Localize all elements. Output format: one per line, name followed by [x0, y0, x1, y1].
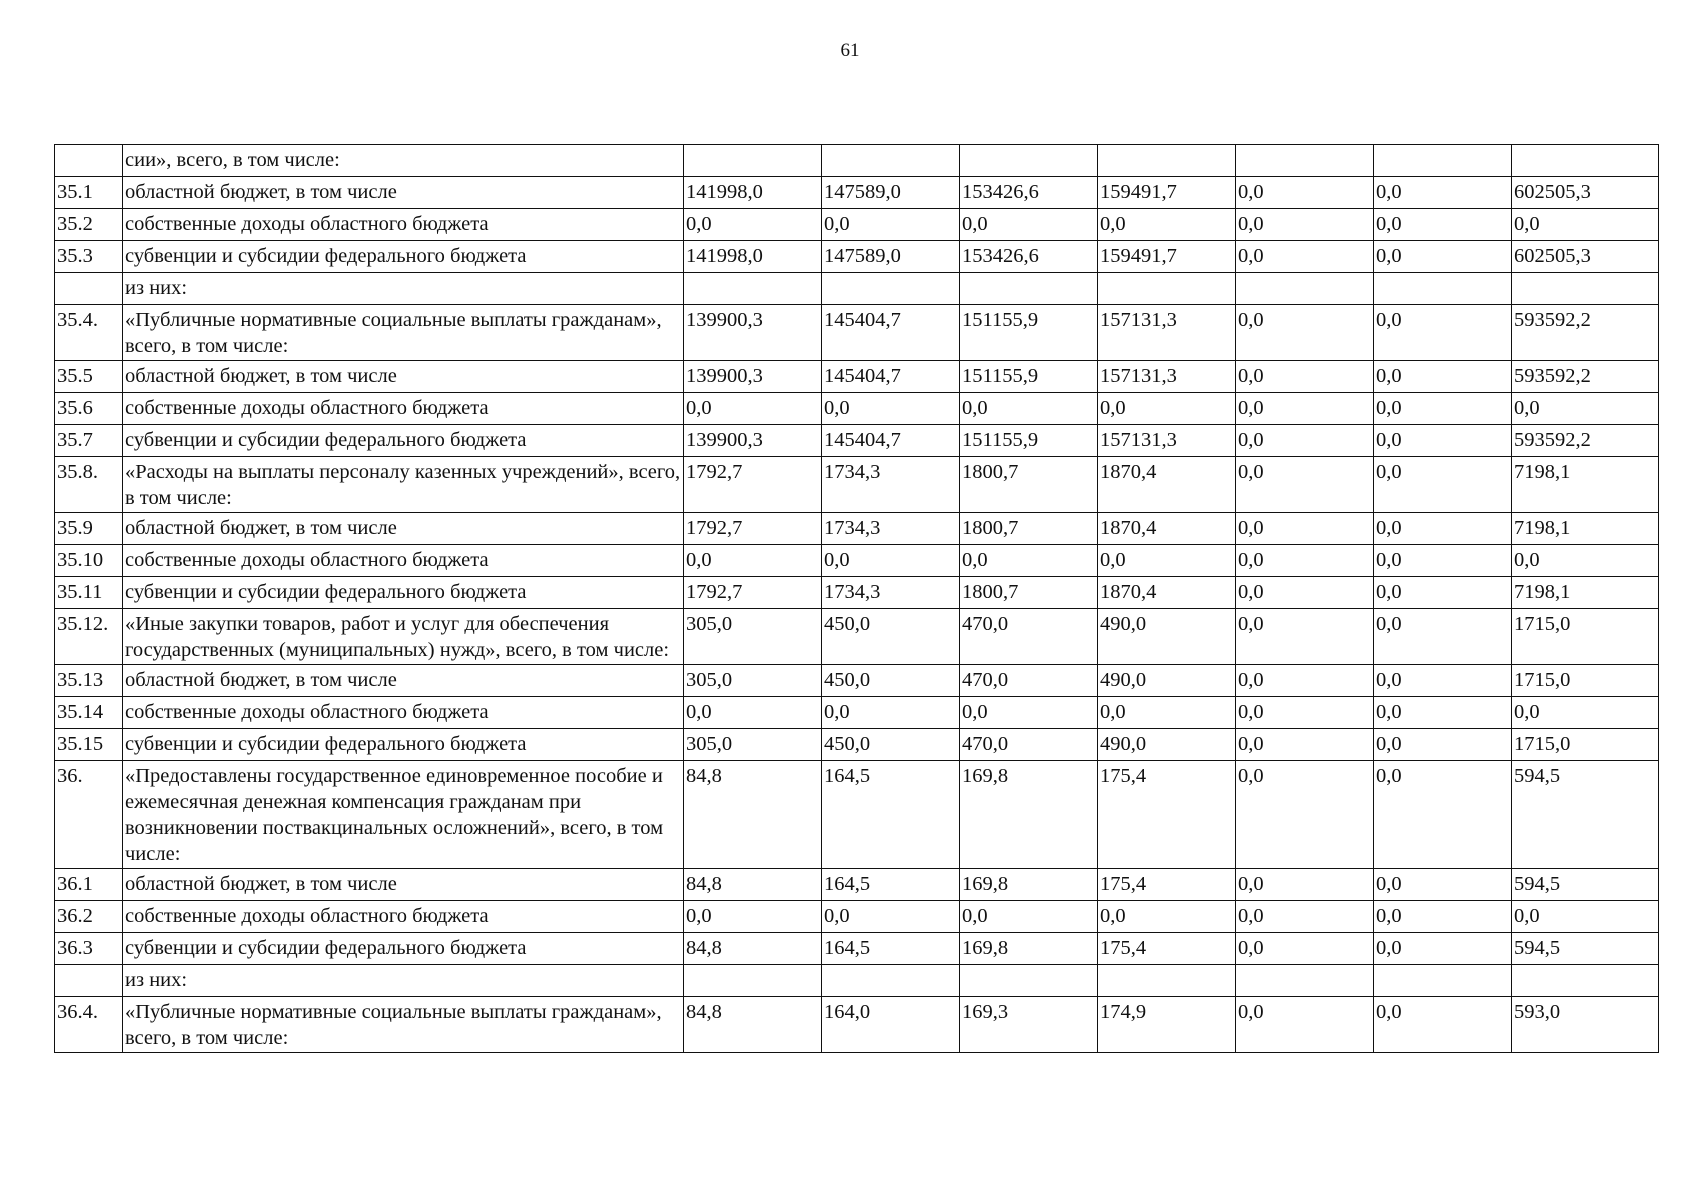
value-cell	[1236, 273, 1374, 305]
table-row	[55, 177, 1659, 209]
value-cell: 7198,1	[1512, 577, 1659, 609]
value-cell	[960, 965, 1098, 997]
value-cell: 153426,6	[960, 241, 1098, 273]
value-cell: 0,0	[1374, 305, 1512, 361]
value-cell: 1715,0	[1512, 665, 1659, 697]
table-row	[55, 609, 1659, 665]
value-cell: 0,0	[1236, 997, 1374, 1053]
value-cell: 0,0	[1236, 425, 1374, 457]
value-cell: 0,0	[1374, 609, 1512, 665]
value-cell: 305,0	[684, 609, 822, 665]
value-cell	[1512, 273, 1659, 305]
value-cell: 0,0	[960, 901, 1098, 933]
description-cell: сии», всего, в том числе:	[123, 145, 684, 177]
description-cell: субвенции и субсидии федерального бюджета	[123, 425, 684, 457]
value-cell: 157131,3	[1098, 425, 1236, 457]
value-cell	[822, 145, 960, 177]
value-cell: 157131,3	[1098, 305, 1236, 361]
value-cell: 0,0	[1374, 209, 1512, 241]
value-cell	[822, 965, 960, 997]
value-cell: 0,0	[1236, 393, 1374, 425]
value-cell: 0,0	[1236, 513, 1374, 545]
value-cell: 0,0	[1374, 665, 1512, 697]
value-cell: 0,0	[1374, 869, 1512, 901]
value-cell: 175,4	[1098, 761, 1236, 869]
value-cell	[1098, 965, 1236, 997]
table-row	[55, 393, 1659, 425]
table-row	[55, 425, 1659, 457]
description-cell: субвенции и субсидии федерального бюджета	[123, 729, 684, 761]
value-cell: 450,0	[822, 729, 960, 761]
value-cell: 593592,2	[1512, 305, 1659, 361]
value-cell	[1512, 145, 1659, 177]
value-cell: 145404,7	[822, 361, 960, 393]
table-row	[55, 241, 1659, 273]
value-cell: 84,8	[684, 997, 822, 1053]
value-cell: 0,0	[1236, 545, 1374, 577]
value-cell	[1236, 145, 1374, 177]
value-cell: 1870,4	[1098, 513, 1236, 545]
row-number-cell: 36.2	[55, 901, 123, 933]
value-cell: 0,0	[1236, 177, 1374, 209]
description-cell: «Предоставлены государственное единовременное пособие и ежемесячная денежная компенсация гражданам при возникновении поствакцинальных осложнений», всего, в том числе:	[123, 761, 684, 869]
table-row	[55, 761, 1659, 869]
value-cell: 490,0	[1098, 609, 1236, 665]
description-cell: областной бюджет, в том числе	[123, 177, 684, 209]
value-cell	[684, 965, 822, 997]
value-cell: 0,0	[1098, 901, 1236, 933]
description-cell: «Публичные нормативные социальные выплаты гражданам», всего, в том числе:	[123, 997, 684, 1053]
value-cell: 0,0	[1374, 361, 1512, 393]
value-cell: 0,0	[684, 393, 822, 425]
table-body	[55, 145, 1659, 1053]
value-cell: 0,0	[1236, 609, 1374, 665]
value-cell: 1800,7	[960, 513, 1098, 545]
description-cell: собственные доходы областного бюджета	[123, 209, 684, 241]
value-cell: 0,0	[1374, 729, 1512, 761]
value-cell: 0,0	[1236, 305, 1374, 361]
description-cell: областной бюджет, в том числе	[123, 513, 684, 545]
table-row	[55, 305, 1659, 361]
value-cell: 0,0	[1374, 177, 1512, 209]
value-cell	[684, 145, 822, 177]
value-cell: 1800,7	[960, 577, 1098, 609]
value-cell: 1734,3	[822, 577, 960, 609]
description-cell: собственные доходы областного бюджета	[123, 901, 684, 933]
value-cell: 490,0	[1098, 729, 1236, 761]
table-row	[55, 729, 1659, 761]
value-cell: 0,0	[1236, 933, 1374, 965]
value-cell	[1098, 273, 1236, 305]
row-number-cell	[55, 145, 123, 177]
table-row	[55, 209, 1659, 241]
value-cell: 141998,0	[684, 177, 822, 209]
value-cell: 147589,0	[822, 177, 960, 209]
value-cell: 139900,3	[684, 305, 822, 361]
value-cell: 151155,9	[960, 425, 1098, 457]
value-cell: 450,0	[822, 665, 960, 697]
value-cell: 1870,4	[1098, 457, 1236, 513]
value-cell: 602505,3	[1512, 241, 1659, 273]
description-cell: собственные доходы областного бюджета	[123, 697, 684, 729]
value-cell: 0,0	[1236, 241, 1374, 273]
row-number-cell	[55, 273, 123, 305]
value-cell: 0,0	[960, 393, 1098, 425]
row-number-cell: 35.13	[55, 665, 123, 697]
value-cell: 175,4	[1098, 933, 1236, 965]
value-cell: 147589,0	[822, 241, 960, 273]
value-cell: 139900,3	[684, 425, 822, 457]
description-cell: областной бюджет, в том числе	[123, 665, 684, 697]
table-row	[55, 273, 1659, 305]
value-cell: 84,8	[684, 761, 822, 869]
value-cell: 0,0	[1512, 697, 1659, 729]
row-number-cell: 35.14	[55, 697, 123, 729]
value-cell: 0,0	[822, 393, 960, 425]
value-cell: 145404,7	[822, 305, 960, 361]
value-cell: 0,0	[1236, 869, 1374, 901]
value-cell: 1792,7	[684, 457, 822, 513]
value-cell: 141998,0	[684, 241, 822, 273]
value-cell: 139900,3	[684, 361, 822, 393]
value-cell: 0,0	[1236, 761, 1374, 869]
value-cell: 0,0	[1374, 425, 1512, 457]
value-cell: 164,5	[822, 761, 960, 869]
value-cell: 0,0	[1374, 457, 1512, 513]
table-row	[55, 145, 1659, 177]
table-row	[55, 577, 1659, 609]
value-cell: 7198,1	[1512, 513, 1659, 545]
value-cell: 593592,2	[1512, 361, 1659, 393]
value-cell	[1512, 965, 1659, 997]
value-cell	[684, 273, 822, 305]
description-cell: из них:	[123, 273, 684, 305]
value-cell: 594,5	[1512, 869, 1659, 901]
value-cell: 602505,3	[1512, 177, 1659, 209]
description-cell: субвенции и субсидии федерального бюджета	[123, 933, 684, 965]
description-cell: из них:	[123, 965, 684, 997]
value-cell: 159491,7	[1098, 241, 1236, 273]
value-cell: 0,0	[1098, 545, 1236, 577]
value-cell: 0,0	[1374, 997, 1512, 1053]
value-cell	[1236, 965, 1374, 997]
row-number-cell	[55, 965, 123, 997]
value-cell: 1715,0	[1512, 729, 1659, 761]
description-cell: областной бюджет, в том числе	[123, 869, 684, 901]
row-number-cell: 35.10	[55, 545, 123, 577]
value-cell: 0,0	[822, 545, 960, 577]
value-cell: 1715,0	[1512, 609, 1659, 665]
value-cell: 169,8	[960, 869, 1098, 901]
value-cell: 0,0	[1098, 209, 1236, 241]
table-row	[55, 697, 1659, 729]
row-number-cell: 35.1	[55, 177, 123, 209]
value-cell: 305,0	[684, 665, 822, 697]
value-cell: 0,0	[684, 697, 822, 729]
value-cell: 151155,9	[960, 305, 1098, 361]
table-row	[55, 665, 1659, 697]
value-cell: 1792,7	[684, 513, 822, 545]
row-number-cell: 35.12.	[55, 609, 123, 665]
value-cell: 0,0	[1374, 577, 1512, 609]
budget-table	[54, 144, 1659, 1053]
value-cell: 594,5	[1512, 761, 1659, 869]
value-cell: 0,0	[1512, 209, 1659, 241]
value-cell: 0,0	[960, 697, 1098, 729]
value-cell: 0,0	[1512, 901, 1659, 933]
table-row	[55, 997, 1659, 1053]
value-cell: 1734,3	[822, 513, 960, 545]
value-cell: 594,5	[1512, 933, 1659, 965]
description-cell: «Расходы на выплаты персоналу казенных учреждений», всего, в том числе:	[123, 457, 684, 513]
row-number-cell: 35.8.	[55, 457, 123, 513]
description-cell: субвенции и субсидии федерального бюджета	[123, 577, 684, 609]
value-cell: 0,0	[1236, 577, 1374, 609]
description-cell: собственные доходы областного бюджета	[123, 393, 684, 425]
description-cell: «Публичные нормативные социальные выплаты гражданам», всего, в том числе:	[123, 305, 684, 361]
value-cell: 305,0	[684, 729, 822, 761]
value-cell: 1792,7	[684, 577, 822, 609]
row-number-cell: 35.4.	[55, 305, 123, 361]
value-cell: 0,0	[1098, 393, 1236, 425]
value-cell: 0,0	[1374, 393, 1512, 425]
table-row	[55, 965, 1659, 997]
table-row	[55, 361, 1659, 393]
table-row	[55, 869, 1659, 901]
value-cell: 0,0	[1374, 513, 1512, 545]
value-cell: 153426,6	[960, 177, 1098, 209]
value-cell: 164,0	[822, 997, 960, 1053]
value-cell: 593592,2	[1512, 425, 1659, 457]
row-number-cell: 36.1	[55, 869, 123, 901]
value-cell: 0,0	[1098, 697, 1236, 729]
value-cell: 164,5	[822, 933, 960, 965]
row-number-cell: 35.5	[55, 361, 123, 393]
value-cell: 0,0	[1236, 901, 1374, 933]
row-number-cell: 35.6	[55, 393, 123, 425]
page-number: 61	[840, 40, 860, 61]
value-cell: 0,0	[822, 209, 960, 241]
value-cell	[1374, 965, 1512, 997]
value-cell: 0,0	[1374, 901, 1512, 933]
value-cell: 0,0	[1236, 665, 1374, 697]
value-cell	[1098, 145, 1236, 177]
row-number-cell: 36.4.	[55, 997, 123, 1053]
value-cell: 1870,4	[1098, 577, 1236, 609]
value-cell: 159491,7	[1098, 177, 1236, 209]
table-row	[55, 901, 1659, 933]
value-cell: 175,4	[1098, 869, 1236, 901]
value-cell: 0,0	[684, 209, 822, 241]
table-row	[55, 933, 1659, 965]
value-cell: 0,0	[1236, 457, 1374, 513]
value-cell: 0,0	[822, 901, 960, 933]
description-cell: собственные доходы областного бюджета	[123, 545, 684, 577]
value-cell: 169,8	[960, 761, 1098, 869]
value-cell: 593,0	[1512, 997, 1659, 1053]
value-cell: 0,0	[1512, 545, 1659, 577]
table-row	[55, 513, 1659, 545]
value-cell: 470,0	[960, 609, 1098, 665]
value-cell: 84,8	[684, 869, 822, 901]
value-cell: 450,0	[822, 609, 960, 665]
value-cell: 0,0	[1236, 697, 1374, 729]
value-cell: 0,0	[1236, 729, 1374, 761]
row-number-cell: 36.	[55, 761, 123, 869]
value-cell: 0,0	[1374, 761, 1512, 869]
value-cell: 84,8	[684, 933, 822, 965]
value-cell: 174,9	[1098, 997, 1236, 1053]
value-cell: 1734,3	[822, 457, 960, 513]
value-cell: 0,0	[1512, 393, 1659, 425]
value-cell	[1374, 273, 1512, 305]
value-cell: 490,0	[1098, 665, 1236, 697]
value-cell: 0,0	[960, 545, 1098, 577]
value-cell: 7198,1	[1512, 457, 1659, 513]
row-number-cell: 35.11	[55, 577, 123, 609]
value-cell: 470,0	[960, 729, 1098, 761]
row-number-cell: 35.9	[55, 513, 123, 545]
value-cell: 145404,7	[822, 425, 960, 457]
value-cell: 151155,9	[960, 361, 1098, 393]
description-cell: субвенции и субсидии федерального бюджета	[123, 241, 684, 273]
value-cell: 0,0	[684, 901, 822, 933]
value-cell: 0,0	[1374, 241, 1512, 273]
value-cell	[960, 273, 1098, 305]
value-cell: 0,0	[1374, 545, 1512, 577]
value-cell: 0,0	[684, 545, 822, 577]
value-cell: 0,0	[1236, 361, 1374, 393]
value-cell: 0,0	[960, 209, 1098, 241]
value-cell: 1800,7	[960, 457, 1098, 513]
row-number-cell: 35.3	[55, 241, 123, 273]
value-cell: 169,8	[960, 933, 1098, 965]
value-cell: 0,0	[1374, 697, 1512, 729]
value-cell	[960, 145, 1098, 177]
row-number-cell: 35.2	[55, 209, 123, 241]
description-cell: «Иные закупки товаров, работ и услуг для обеспечения государственных (муниципальных) нужд», всего, в том числе:	[123, 609, 684, 665]
row-number-cell: 36.3	[55, 933, 123, 965]
value-cell: 0,0	[1236, 209, 1374, 241]
row-number-cell: 35.15	[55, 729, 123, 761]
value-cell	[822, 273, 960, 305]
table-row	[55, 457, 1659, 513]
row-number-cell: 35.7	[55, 425, 123, 457]
value-cell: 470,0	[960, 665, 1098, 697]
value-cell: 157131,3	[1098, 361, 1236, 393]
value-cell: 169,3	[960, 997, 1098, 1053]
value-cell: 0,0	[1374, 933, 1512, 965]
value-cell: 0,0	[822, 697, 960, 729]
description-cell: областной бюджет, в том числе	[123, 361, 684, 393]
table-row	[55, 545, 1659, 577]
value-cell: 164,5	[822, 869, 960, 901]
value-cell	[1374, 145, 1512, 177]
